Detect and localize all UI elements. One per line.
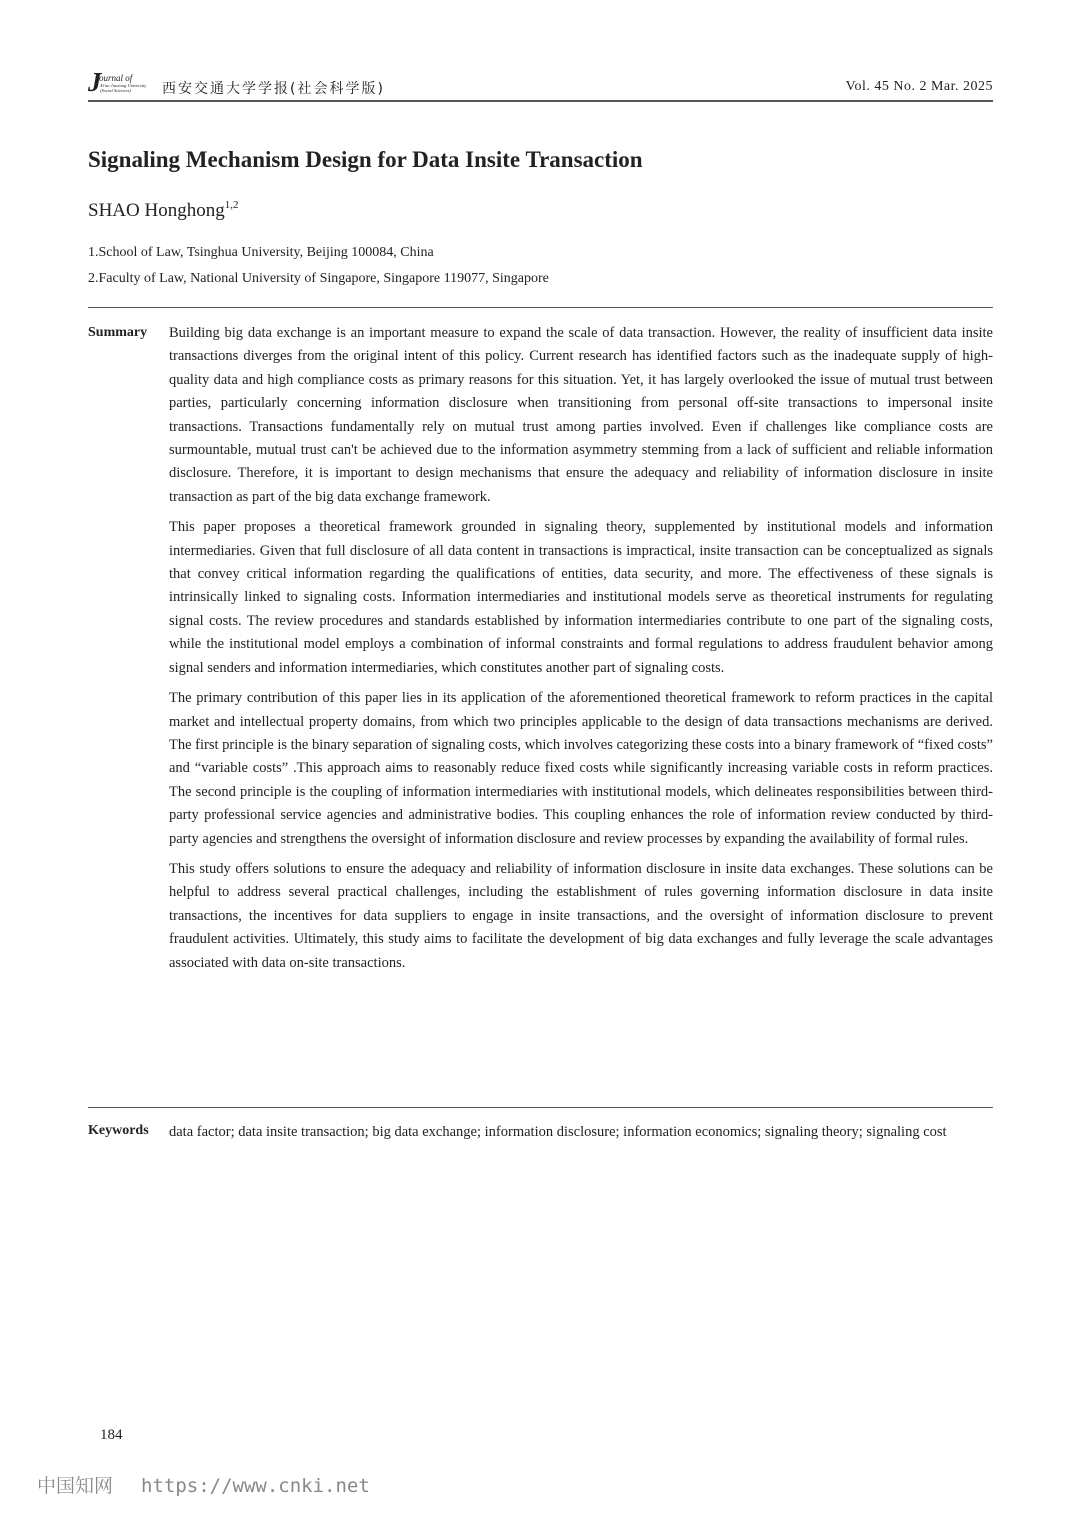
- journal-logo: [88, 67, 160, 97]
- keywords-label: Keywords: [88, 1123, 149, 1138]
- watermark-cn: 中国知网: [37, 1475, 114, 1497]
- summary-body: [169, 322, 993, 982]
- issue-info: Vol. 45 No. 2 Mar. 2025: [845, 79, 993, 94]
- logo-university-name: Xi'an Jiaotong University: [100, 83, 147, 88]
- summary-paragraph: This study offers solutions to ensure the adequacy and reliability of information disclosure in insite data exchanges. These solutions can be helpful to address several practical challenges, including the establishment of rules governing information disclosure in data insite transactions, the incentives for data suppliers to engage in insite transactions, and the oversight of information disclosure to prevent fraudulent activities. Ultimately, this study aims to facilitate the development of big data exchanges and fully leverage the scale advantages associated with data on-site transactions.: [169, 860, 993, 971]
- summary-paragraph: This paper proposes a theoretical framework grounded in signaling theory, supplemented by institutional models and information intermediaries. Given that full disclosure of all data content in transactions is impractical, insite transaction can be conceptualized as signals that convey critical information regarding the qualifications of entities, data security, and more. The effectiveness of these signals is intrinsically linked to signaling costs. Information intermediaries and institutional models serve as theoretical instruments for regulating signal costs. The review procedures and standards established by information intermediaries contribute to one part of the signaling costs, while the institutional model employs a combination of informal constraints and formal regulations to address fraudulent behavior among signal senders and information intermediaries, which constitutes another part of signaling costs.: [169, 519, 993, 676]
- author-affiliation-marks: 1,2: [224, 199, 239, 211]
- summary-paragraph: The primary contribution of this paper lies in its application of the aforementioned theoretical framework to reform practices in the capital market and intellectual property domains, from which two principles applicable to the design of data transactions mechanisms are derived. The first principle is the binary separation of signaling costs, which involves categorizing these costs into a binary framework of “fixed costs” and “variable costs” .This approach aims to reasonably reduce fixed costs while significantly increasing variable costs in reform practices. The second principle is the coupling of information intermediaries with institutional models, which delineates responsibilities between third-party professional service agencies and administrative bodies. This coupling enhances the role of information review conducted by third-party agencies and strengthens the oversight of information disclosure and review processes by expanding the availability of formal rules.: [169, 690, 993, 847]
- author: [88, 199, 238, 222]
- journal-header: [88, 67, 993, 102]
- logo-letter: J: [88, 67, 102, 97]
- divider-bottom: [88, 1107, 993, 1108]
- author-name: SHAO Honghong: [88, 200, 225, 221]
- keywords-text: data factor; data insite transaction; big data exchange; information disclosure; information economics; signaling theory; signaling cost: [169, 1124, 947, 1140]
- page-number: 184: [100, 1427, 123, 1443]
- summary-label: Summary: [88, 325, 148, 340]
- logo-journal-of: ournal of: [99, 73, 133, 83]
- logo-edition: (Social Sciences): [100, 87, 131, 93]
- article-title: Signaling Mechanism Design for Data Insite Transaction: [88, 147, 643, 172]
- logo-university: [100, 84, 160, 94]
- watermark-url: https://www.cnki.net: [141, 1475, 370, 1497]
- affiliation-1: 1.School of Law, Tsinghua University, Beijing 100084, China: [88, 245, 434, 260]
- journal-name-cn: 西安交通大学学报(社会科学版): [162, 81, 385, 97]
- divider-top: [88, 307, 993, 308]
- summary-paragraph: Building big data exchange is an important measure to expand the scale of data transaction. However, the reality of insufficient data insite transactions diverges from the original intent of this policy. Current research has identified factors such as the inadequate supply of high-quality data and high compliance costs as primary reasons for this situation. Yet, it has largely overlooked the issue of mutual trust between parties, particularly concerning information disclosure when transitioning from personal off-site transactions to impersonal insite transactions. Transactions fundamentally rely on mutual trust among parties involved. Even if challenges like compliance costs are surmountable, mutual trust can't be achieved due to the information asymmetry stemming from a lack of sufficient and reliable information disclosure. Therefore, it is important to design mechanisms that ensure the adequacy and reliability of information disclosure in insite transaction as part of the big data exchange framework.: [169, 325, 993, 505]
- affiliation-2: 2.Faculty of Law, National University of Singapore, Singapore 119077, Singapore: [88, 271, 549, 286]
- cnki-watermark: [37, 1471, 370, 1498]
